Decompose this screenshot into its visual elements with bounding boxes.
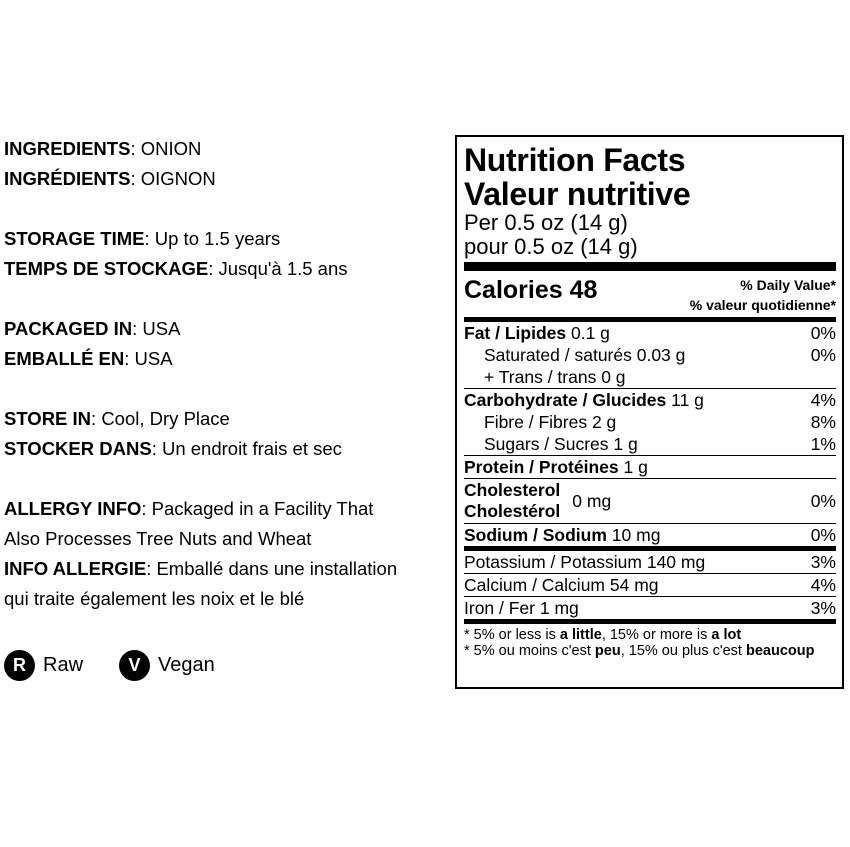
store-in-en: STORE IN: Cool, Dry Place bbox=[4, 408, 230, 429]
nutrition-facts-panel bbox=[455, 135, 844, 689]
allergy-info-fr: INFO ALLERGIE: Emballé dans une installation bbox=[4, 558, 398, 579]
vegan-label: Vegan bbox=[158, 653, 215, 676]
diet-badges bbox=[4, 648, 251, 682]
trans-row: + Trans / trans 0 g bbox=[484, 367, 626, 387]
calories: Calories 48 bbox=[464, 276, 598, 304]
saturated-row: Saturated / saturés 0.03 g 0% bbox=[484, 345, 836, 365]
raw-badge bbox=[4, 650, 83, 681]
carbohydrate-row: Carbohydrate / Glucides 11 g 4% bbox=[464, 390, 836, 410]
potassium-row: Potassium / Potassium 140 mg 3% bbox=[464, 552, 836, 572]
storage-time-fr: TEMPS DE STOCKAGE: Jusqu'à 1.5 ans bbox=[4, 258, 348, 279]
fibre-row: Fibre / Fibres 2 g 8% bbox=[484, 412, 836, 432]
footnote: * 5% or less is a little, 15% or more is a lot * 5% ou moins c'est peu, 15% ou plus c'est beaucoup bbox=[464, 627, 815, 659]
calories-row bbox=[464, 275, 836, 317]
divider bbox=[464, 619, 836, 624]
ingredients-en: INGREDIENTS: ONION bbox=[4, 138, 202, 159]
serving-fr: pour 0.5 oz (14 g) bbox=[464, 234, 638, 259]
ingredients-fr: INGRÉDIENTS: OIGNON bbox=[4, 168, 216, 189]
divider bbox=[464, 262, 836, 271]
daily-value-header: % Daily Value* % valeur quotidienne* bbox=[689, 277, 836, 313]
nutrition-title-fr: Valeur nutritive bbox=[464, 176, 691, 212]
allergy-info-en-cont: Also Processes Tree Nuts and Wheat bbox=[4, 528, 312, 549]
packaged-in-en: PACKAGED IN: USA bbox=[4, 318, 181, 339]
raw-icon: R bbox=[4, 650, 35, 681]
allergy-info-en: ALLERGY INFO: Packaged in a Facility That bbox=[4, 498, 374, 519]
serving-en: Per 0.5 oz (14 g) bbox=[464, 210, 628, 235]
sugars-row: Sugars / Sucres 1 g 1% bbox=[484, 434, 836, 454]
cholesterol-row: Cholesterol Cholestérol 0 mg 0% bbox=[464, 480, 836, 521]
store-in-fr: STOCKER DANS: Un endroit frais et sec bbox=[4, 438, 342, 459]
nutrition-title-en: Nutrition Facts bbox=[464, 142, 686, 178]
protein-row: Protein / Protéines 1 g bbox=[464, 457, 648, 477]
packaged-in-fr: EMBALLÉ EN: USA bbox=[4, 348, 173, 369]
storage-time-en: STORAGE TIME: Up to 1.5 years bbox=[4, 228, 281, 249]
vegan-badge bbox=[119, 650, 215, 681]
allergy-info-fr-cont: qui traite également les noix et le blé bbox=[4, 588, 305, 609]
product-info bbox=[4, 134, 452, 614]
iron-row: Iron / Fer 1 mg 3% bbox=[464, 598, 836, 618]
raw-label: Raw bbox=[43, 653, 84, 676]
calcium-row: Calcium / Calcium 54 mg 4% bbox=[464, 575, 836, 595]
vegan-icon: V bbox=[119, 650, 150, 681]
sodium-row: Sodium / Sodium 10 mg 0% bbox=[464, 525, 836, 545]
fat-row: Fat / Lipides 0.1 g 0% bbox=[464, 323, 836, 343]
